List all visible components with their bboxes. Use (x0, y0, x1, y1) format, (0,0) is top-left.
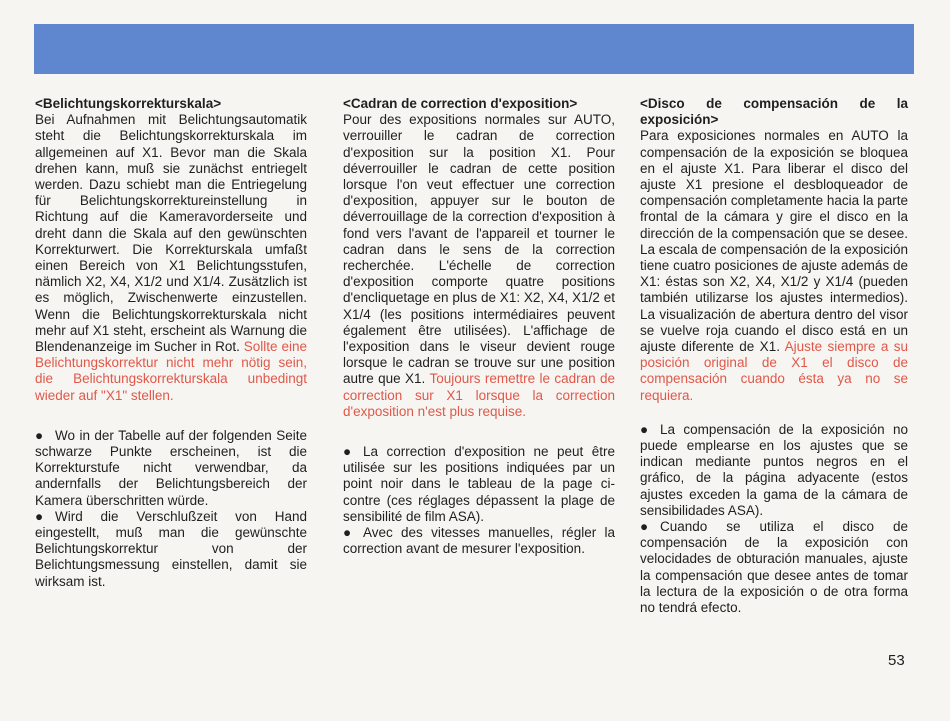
french-bullet-2-text: Avec des vitesses manuelles, régler la correction avant de mesurer l'exposition. (343, 525, 615, 557)
spanish-column (640, 96, 908, 616)
german-bullet-2 (35, 509, 307, 590)
bullet-icon: ● (640, 421, 649, 437)
german-warning-text: Sollte eine Belichtungskorrektur nicht mehr nötig sein, die Belichtungskorrekturskala unbedingt wieder auf "X1" stellen. (35, 339, 308, 403)
bullet-icon: ● (35, 427, 44, 443)
french-bullet-1-text: La correction d'exposition ne peut être utilisée sur les positions indiquées par un point noir dans le tableau de la page ci-contre (ces réglages dépassent la plage de sensibilité de film ASA). (343, 444, 615, 524)
french-heading: <Cadran de correction d'exposition> (343, 96, 578, 111)
german-bullet-1-text: Wo in der Tabelle auf der folgenden Seite schwarze Punkte erscheinen, ist die Korrekturstufe nicht verwendbar, da andernfalls der Belichtungsbereich der Kamera überschritten würde. (35, 427, 307, 508)
french-bullet-2 (343, 525, 615, 557)
bullet-icon: ● (35, 508, 44, 524)
german-paragraph (35, 112, 307, 404)
spanish-heading: <Disco de compensación de la exposición> (640, 96, 908, 128)
spanish-bullet-2-text: Cuando se utiliza el disco de compensación de la exposición con velocidades de obturación manuales, ajuste la compensación que desee antes de tomar la lectura de la exposición o de otra forma no tendrá efecto. (640, 519, 908, 616)
french-paragraph (343, 112, 615, 420)
german-paragraph-text: Bei Aufnahmen mit Belichtungsautomatik steht die Belichtungskorrekturskala im allgemeinen auf X1. Bevor man die Skala drehen kann, muß sie zunächst entriegelt werden. Dazu schiebt man die Entriegelung für Belichtungskorrektureinstellung in Richtung auf die Kameravorderseite und dreht dann die Skala auf den gewünschten Korrekturwert. Die Korrekturskala umfaßt einen Bereich von X1 Belichtungsstufen, nämlich X2, X4, X1/2 und X1/4. Zusätzlich ist es möglich, Zwischenwerte einzustellen. Wenn die Belichtungskorrekturskala nicht mehr auf X1 steht, erscheint als Warnung die Blendenanzeige im Sucher in Rot. (35, 112, 307, 355)
french-warning-text: Toujours remettre le cadran de correction sur X1 lorsque la correction d'exposition n'est plus requise. (343, 371, 616, 419)
bullet-icon: ● (343, 444, 352, 460)
spanish-bullet-1 (640, 422, 908, 519)
spanish-paragraph-text: Para exposiciones normales en AUTO la compensación de la exposición se bloquea en el ajuste X1. Para liberar el disco del ajuste X1 presione el desbloqueador de compensación completamente hacia la parte frontal de la cámara y gire el disco en la dirección de la compensación que se desee. La escala de compensación de la exposición tiene cuatro posiciones de ajuste además de X1: éstas son X2, X4, X1/2 y X1/4 (pueden también utilizarse los ajustes intermedios). La visualización de abertura dentro del visor se vuelve roja cuando el disco está en un ajuste diferente de X1. (640, 128, 908, 355)
german-heading: <Belichtungskorrekturskala> (35, 96, 222, 111)
french-paragraph-text: Pour des expositions normales sur AUTO, verrouiller le cadran de correction d'exposition sur la position X1. Pour déverrouiller le cadran de cette position lorsque l'on veut effectuer une correction d'exposition, appuyer sur le bouton de déverrouillage de la correction d'exposition à fond vers l'avant de l'appareil et tourner le cadran dans le sens de la correction recherchée. L'échelle de correction d'exposition comporte quatre positions d'encliquetage en plus de X1: X2, X4, X1/2 et X1/4 (les positions intermédiaires peuvent également être utilisées). L'affichage de l'exposition dans le viseur devient rouge lorsque le cadran se trouve sur une position autre que X1. (343, 112, 615, 387)
spanish-bullet-2 (640, 519, 908, 616)
bullet-icon: ● (640, 519, 649, 535)
spanish-bullet-1-text: La compensación de la exposición no puede emplearse en los ajustes que se indican mediante puntos negros en el gráfico, de la página adyacente (estos ajustes exceden la gama de la cámara de sensibilidades ASA). (640, 421, 908, 518)
spanish-paragraph (640, 128, 908, 403)
header-color-band (34, 24, 914, 74)
bullet-icon: ● (343, 525, 352, 541)
german-column (35, 96, 307, 590)
page-number: 53 (888, 652, 905, 669)
german-bullet-1 (35, 428, 307, 509)
german-bullet-2-text: Wird die Verschlußzeit von Hand eingestellt, muß man die gewünschte Belichtungskorrektur von der Belichtungsmessung einstellen, damit sie wirksam ist. (35, 508, 307, 589)
french-column (343, 96, 615, 557)
spanish-warning-text: Ajuste siempre a su posición original de X1 el disco de compensación cuando ésta ya no se requiera. (640, 339, 908, 403)
french-bullet-1 (343, 444, 615, 525)
